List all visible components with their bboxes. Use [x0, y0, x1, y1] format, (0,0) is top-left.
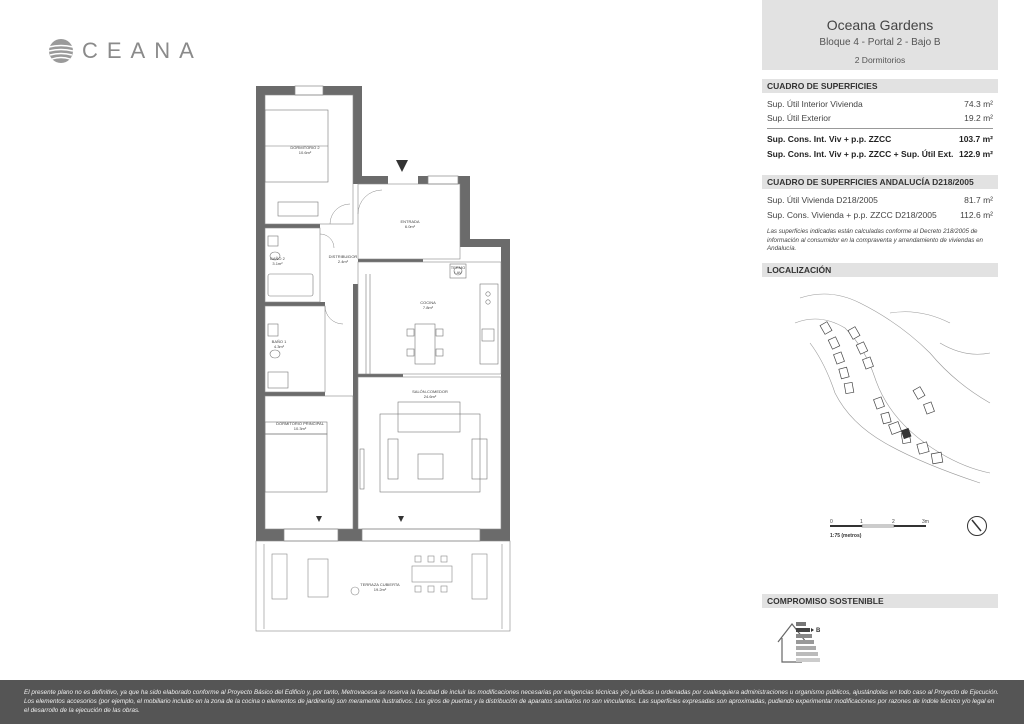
andalucia-heading: CUADRO DE SUPERFICIES ANDALUCÍA D218/2005 — [762, 175, 998, 189]
location-map — [790, 283, 995, 488]
energy-rating-icon — [776, 616, 836, 666]
room-terraza: TERRAZA CUBIERTA 19.2m² — [360, 582, 400, 592]
superficie-total-row: Sup. Cons. Int. Viv + p.p. ZZCC 103.7 m² — [767, 134, 993, 144]
scale-tick: 0 — [830, 519, 833, 525]
ocean-logo-icon — [48, 38, 74, 64]
room-salon-comedor: SALÓN-COMEDOR 24.6m² — [412, 389, 448, 399]
room-bano-2: BAÑO 2 3.1m² — [270, 256, 285, 266]
floor-plan-drawing — [250, 84, 520, 644]
brand-logo — [48, 36, 203, 66]
project-title: Oceana Gardens — [826, 17, 934, 33]
room-dormitorio-principal: DORMITORIO PRINCIPAL 10.3m² — [276, 421, 324, 431]
andalucia-note: Las superficies indicadas están calculadas conforme al Decreto 218/2005 de información al consumidor en la compraventa y arrendamiento de viviendas en Andalucía. — [767, 228, 983, 252]
scale-bar — [826, 519, 936, 543]
superficie-total-row: Sup. Cons. Int. Viv + p.p. ZZCC + Sup. Útil Ext. 122.9 m² — [767, 149, 993, 159]
floor-plan — [250, 84, 520, 644]
superficie-row: Sup. Útil Exterior 19.2 m² — [767, 113, 993, 123]
scale-label: 1:75 (metros) — [830, 533, 862, 539]
sostenible-heading: COMPROMISO SOSTENIBLE — [762, 594, 998, 608]
superficies-heading: CUADRO DE SUPERFICIES — [762, 79, 998, 93]
legal-footer — [0, 680, 1024, 724]
scale-tick: 2 — [892, 519, 895, 525]
andalucia-row: Sup. Cons. Vivienda + p.p. ZZCC D218/2005 112.6 m² — [767, 210, 993, 220]
bedroom-count: 2 Dormitorios — [854, 55, 906, 65]
scale-tick: 1 — [860, 519, 863, 525]
andalucia-row: Sup. Útil Vivienda D218/2005 81.7 m² — [767, 195, 993, 205]
room-distribuidor: DISTRIBUIDOR 2.4m² — [328, 254, 358, 264]
room-entrada: ENTRADA 6.0m² — [400, 219, 420, 229]
room-bano-1: BAÑO 1 4.3m² — [271, 339, 287, 349]
superficie-row: Sup. Útil Interior Vivienda 74.3 m² — [767, 99, 993, 109]
room-cocina: COCINA 7.8m² — [420, 300, 436, 310]
energy-rating-label: B — [816, 628, 821, 634]
project-title-box — [762, 0, 998, 70]
footer-text: El presente plano no es definitivo, ya que ha sido elaborado conforme al Proyecto Básico del Edificio y, por tanto, Metrovacesa se reserva la facultad de incluir las modificaciones necesarias por exigencias técnicas y/o jurídicas u ordenadas por cualesquiera administraciones u organismo públicos, ajustándolas en todo caso al Proyecto de Ejecución. Los elementos accesorios (por ejemplo, el mobiliario incluido en la zona de la cocina o elementos de jardinería) son meramente ilustrativos. Los giros de puertas y la distribución de aparatos sanitarios no son vinculantes. Las superficies expresadas son aproximadas, pudiendo experimentar modificaciones por razones de índole técnico y/o legal en el desarrollo de la ejecución de las obras. — [24, 689, 999, 714]
brand-name: CEANA — [82, 38, 203, 63]
scale-tick: 3m — [922, 519, 929, 525]
north-arrow-icon — [966, 515, 988, 537]
room-termo: TERMO LAV — [450, 265, 466, 275]
project-subtitle: Bloque 4 - Portal 2 - Bajo B — [819, 37, 941, 48]
localizacion-heading: LOCALIZACIÓN — [762, 263, 998, 277]
room-dormitorio-2: DORMITORIO 2 10.6m² — [290, 145, 320, 155]
divider — [767, 128, 993, 129]
